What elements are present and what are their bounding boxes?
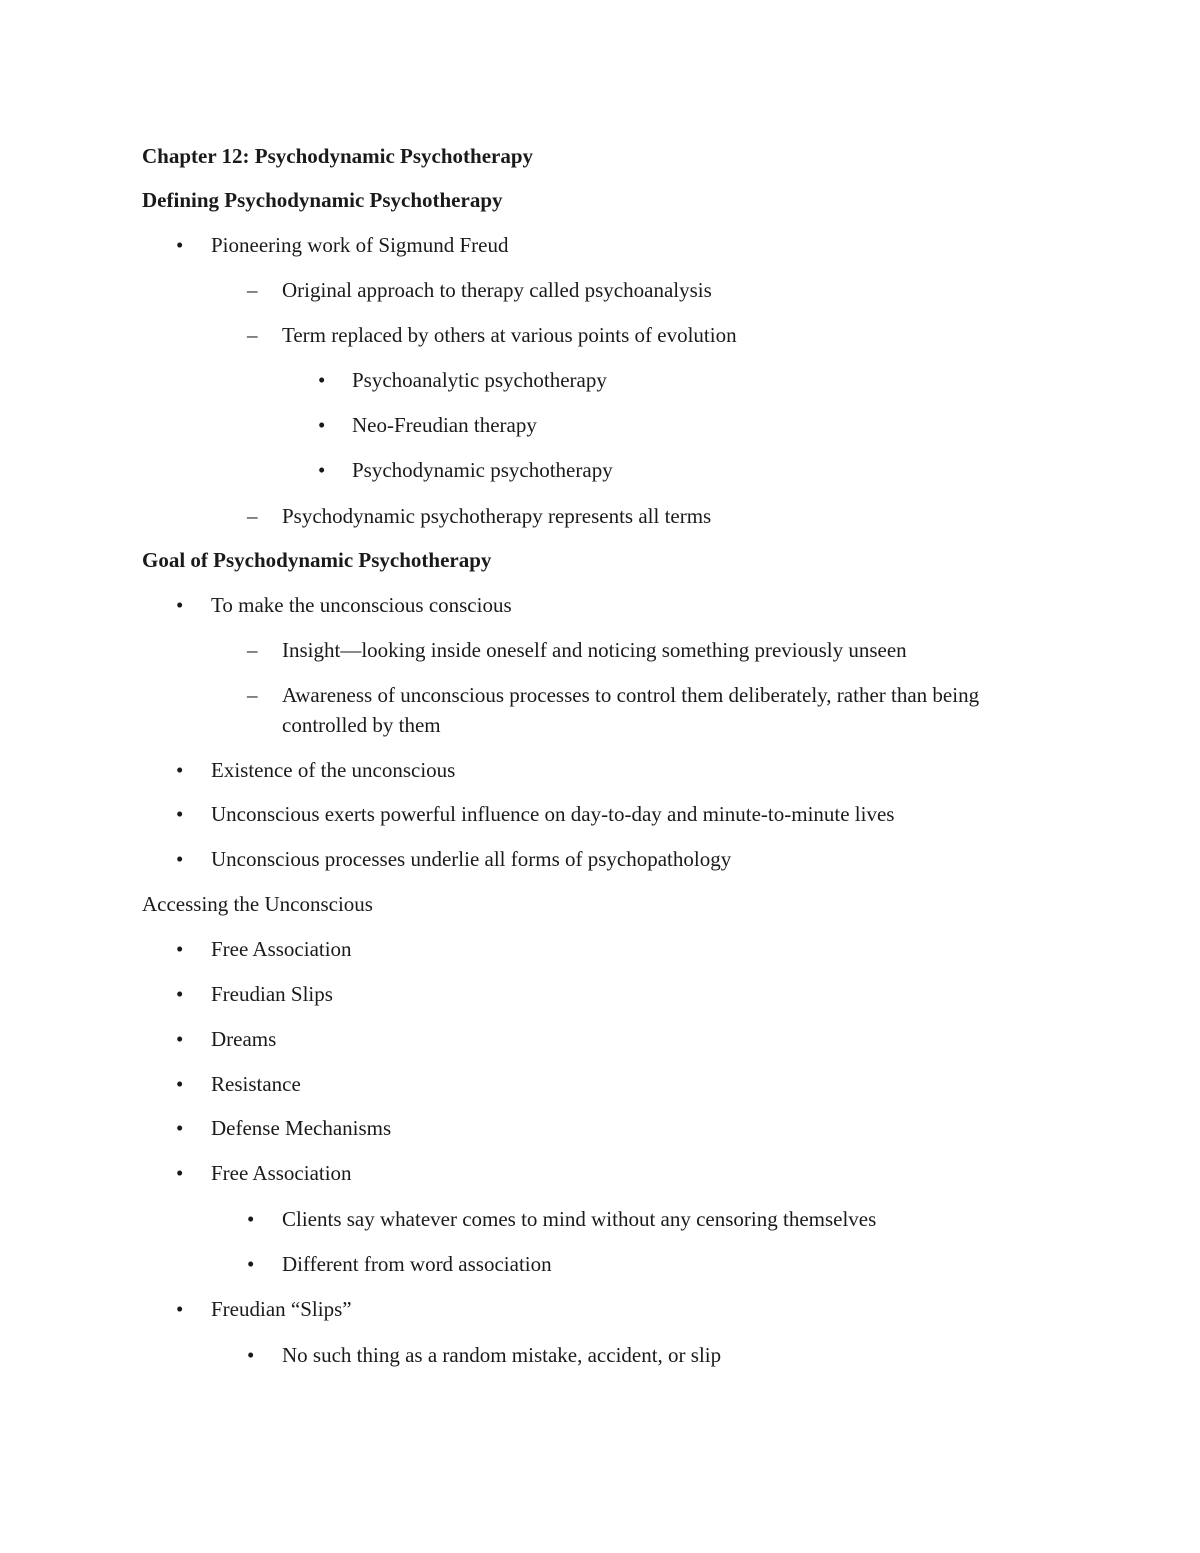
section-heading-accessing: Accessing the Unconscious bbox=[142, 892, 373, 916]
bullet-marker: • bbox=[176, 1297, 184, 1321]
dash-marker: – bbox=[247, 323, 258, 347]
list-item: Defense Mechanisms bbox=[211, 1116, 392, 1140]
chapter-title: Chapter 12: Psychodynamic Psychotherapy bbox=[142, 144, 534, 168]
list-item: Unconscious exerts powerful influence on day-to-day and minute-to-minute lives bbox=[211, 802, 895, 826]
list-item: Psychodynamic psychotherapy represents all terms bbox=[282, 504, 712, 528]
dash-marker: – bbox=[247, 278, 258, 302]
bullet-marker: • bbox=[176, 758, 184, 782]
bullet-marker: • bbox=[176, 233, 184, 257]
bullet-marker: • bbox=[247, 1343, 255, 1367]
dash-marker: – bbox=[247, 683, 258, 707]
bullet-marker: • bbox=[176, 1027, 184, 1051]
list-item: Existence of the unconscious bbox=[211, 758, 456, 782]
list-item: Unconscious processes underlie all forms of psychopathology bbox=[211, 847, 732, 871]
list-item: Psychoanalytic psychotherapy bbox=[352, 368, 607, 392]
bullet-marker: • bbox=[176, 1072, 184, 1096]
bullet-marker: • bbox=[176, 1116, 184, 1140]
list-item: Term replaced by others at various points of evolution bbox=[282, 323, 737, 347]
list-item: Awareness of unconscious processes to control them deliberately, rather than being controlled by them bbox=[282, 683, 980, 737]
list-item: Original approach to therapy called psychoanalysis bbox=[282, 278, 712, 302]
bullet-marker: • bbox=[318, 458, 326, 482]
list-item: Psychodynamic psychotherapy bbox=[352, 458, 613, 482]
bullet-marker: • bbox=[176, 937, 184, 961]
bullet-marker: • bbox=[176, 802, 184, 826]
bullet-marker: • bbox=[318, 368, 326, 392]
dash-marker: – bbox=[247, 638, 258, 662]
list-item: Resistance bbox=[211, 1072, 301, 1096]
list-item: Free Association bbox=[211, 937, 352, 961]
bullet-marker: • bbox=[176, 847, 184, 871]
dash-marker: – bbox=[247, 504, 258, 528]
list-item: Clients say whatever comes to mind without any censoring themselves bbox=[282, 1207, 877, 1231]
bullet-marker: • bbox=[176, 1161, 184, 1185]
list-item: Free Association bbox=[211, 1161, 352, 1185]
list-item: Freudian Slips bbox=[211, 982, 333, 1006]
list-item: Freudian “Slips” bbox=[211, 1297, 352, 1321]
bullet-marker: • bbox=[318, 413, 326, 437]
section-heading-defining: Defining Psychodynamic Psychotherapy bbox=[142, 188, 503, 212]
list-item: Dreams bbox=[211, 1027, 277, 1051]
section-heading-goal: Goal of Psychodynamic Psychotherapy bbox=[142, 548, 492, 572]
list-item: No such thing as a random mistake, accident, or slip bbox=[282, 1343, 722, 1367]
list-item: Different from word association bbox=[282, 1252, 552, 1276]
bullet-marker: • bbox=[176, 982, 184, 1006]
list-item: Neo-Freudian therapy bbox=[352, 413, 537, 437]
bullet-marker: • bbox=[247, 1252, 255, 1276]
bullet-marker: • bbox=[176, 593, 184, 617]
list-item: Insight—looking inside oneself and noticing something previously unseen bbox=[282, 638, 907, 662]
list-item: Pioneering work of Sigmund Freud bbox=[211, 233, 509, 257]
bullet-marker: • bbox=[247, 1207, 255, 1231]
list-item: To make the unconscious conscious bbox=[211, 593, 512, 617]
